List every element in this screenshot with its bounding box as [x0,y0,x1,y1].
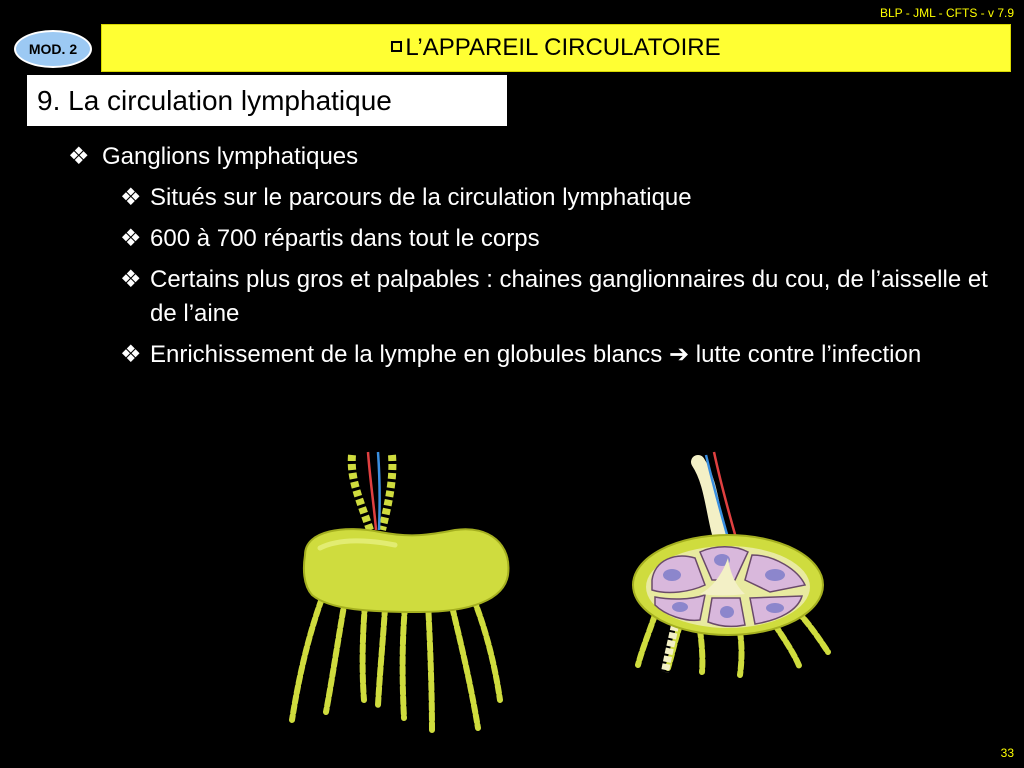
slide-title: L’APPAREIL CIRCULATOIRE [405,34,721,61]
bullet-text: Ganglions lymphatiques [102,143,359,170]
section-title: 9. La circulation lymphatique [27,75,507,126]
lymph-node-external-figure [292,452,508,732]
version-label: BLP - JML - CFTS - v 7.9 [879,6,1014,20]
page-number: 33 [1000,746,1014,760]
diamond-bullet-icon: ❖ [120,225,142,252]
diamond-bullet-icon: ❖ [120,341,142,368]
lymph-node-cross-section-figure [633,452,828,675]
bullet-text: Enrichissement de la lymphe en globules blancs ➔ lutte contre l’infection [150,341,922,368]
bullet-text: Certains plus gros et palpables : chaines ganglionnaires du cou, de l’aisselle et de l’aine [150,266,988,327]
diamond-bullet-icon: ❖ [68,143,90,170]
module-badge: MOD. 2 [14,30,92,68]
diamond-bullet-icon: ❖ [120,266,142,293]
diamond-bullet-icon: ❖ [120,184,142,211]
bullet-text: Situés sur le parcours de la circulation lymphatique [150,184,692,211]
bullet-text: 600 à 700 répartis dans tout le corps [150,225,540,252]
